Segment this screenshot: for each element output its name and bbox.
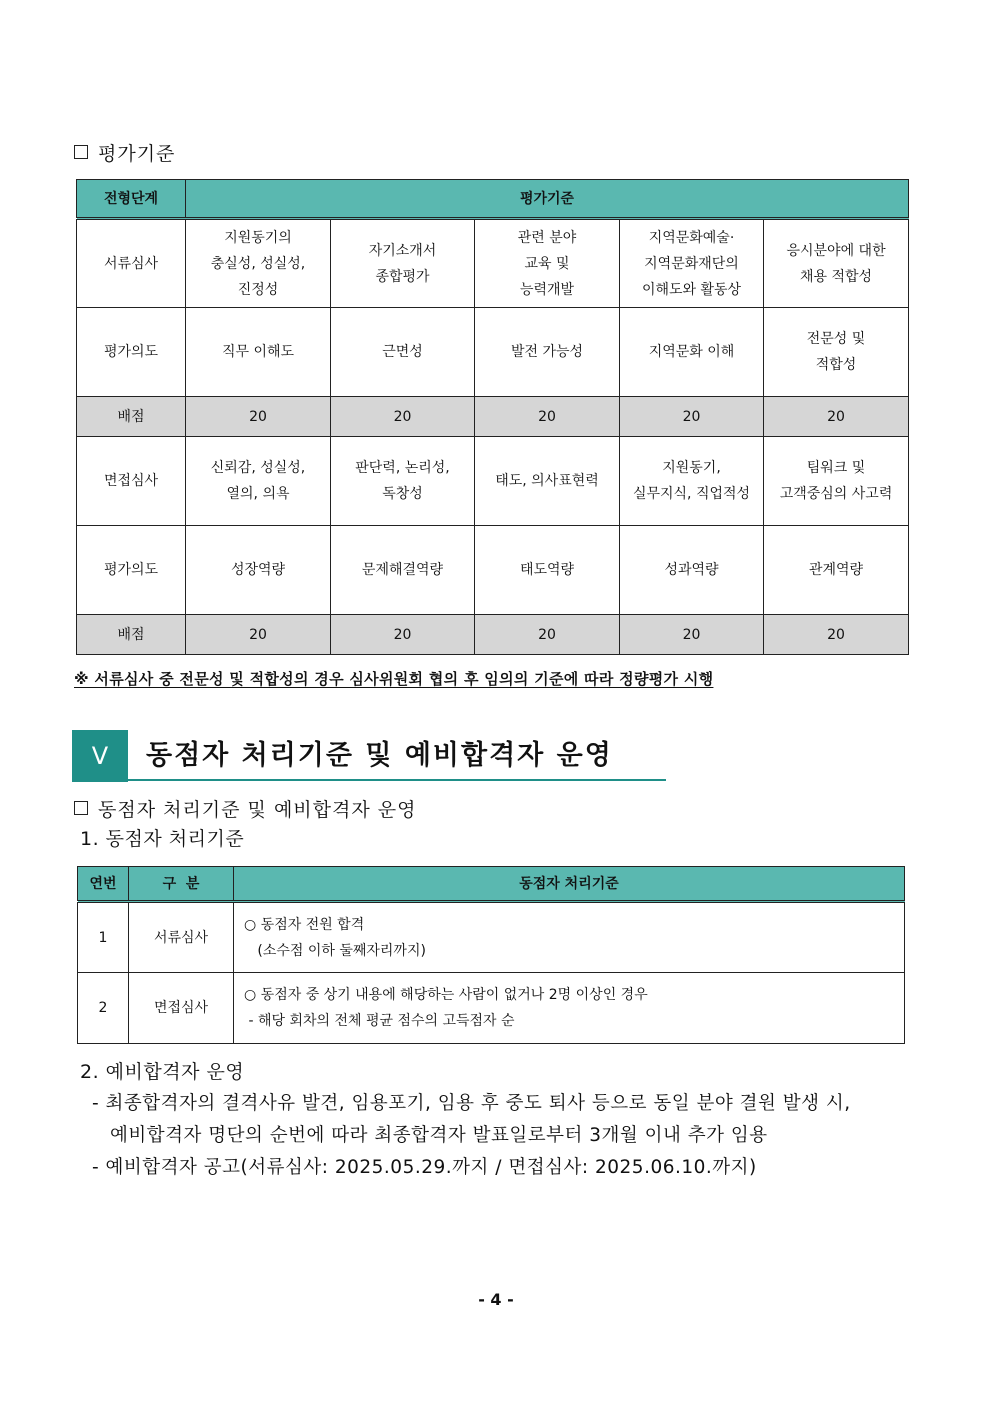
table-cell: 응시분야에 대한 채용 적합성 [764, 219, 909, 308]
table-cell: 태도, 의사표현력 [475, 437, 620, 526]
table-cell: 20 [331, 615, 475, 655]
checkbox-square-icon [74, 801, 88, 815]
checkbox-square-icon [74, 145, 88, 159]
section-number: Ⅴ [72, 730, 128, 782]
table-cell: 20 [764, 615, 909, 655]
table-row [77, 308, 909, 397]
row-label: 평가의도 [77, 308, 186, 397]
row-rule [234, 902, 905, 973]
table-cell: 20 [186, 615, 331, 655]
table-cell: 20 [186, 397, 331, 437]
table-cell: 20 [620, 615, 764, 655]
table-cell: 지원동기, 실무지식, 직업적성 [620, 437, 764, 526]
table-cell: 관계역량 [764, 526, 909, 615]
header-no: 연번 [78, 867, 129, 902]
row-type: 면접심사 [129, 973, 234, 1044]
table-cell: 자기소개서 종합평가 [331, 219, 475, 308]
row-label: 면접심사 [77, 437, 186, 526]
header-stage: 전형단계 [77, 180, 186, 219]
table-cell: 판단력, 논리성, 독창성 [331, 437, 475, 526]
table-cell: 근면성 [331, 308, 475, 397]
row-label: 배점 [77, 397, 186, 437]
table-cell: 직무 이해도 [186, 308, 331, 397]
table-cell: 신뢰감, 성실성, 열의, 의욕 [186, 437, 331, 526]
row-no: 2 [78, 973, 129, 1044]
table-row [77, 397, 909, 437]
tie-rules-table [77, 866, 905, 1044]
rule-line-2: (소수점 이하 둘째자리까지) [244, 942, 426, 959]
rule-line-1: ○ 동점자 전원 합격 [244, 916, 365, 933]
table-cell: 20 [764, 397, 909, 437]
sub-heading-tie-rules [74, 795, 416, 822]
row-no: 1 [78, 902, 129, 973]
table-cell: 20 [475, 397, 620, 437]
row-label: 서류심사 [77, 219, 186, 308]
header-criteria: 평가기준 [186, 180, 909, 219]
table-cell: 20 [475, 615, 620, 655]
section-title: 동점자 처리기준 및 예비합격자 운영 [146, 740, 613, 771]
table-cell: 지역문화 이해 [620, 308, 764, 397]
bullet-1-line-1: - 최종합격자의 결격사유 발견, 임용포기, 임용 후 중도 퇴사 등으로 동일 분야 결원 발생 시, [92, 1093, 851, 1114]
row-rule [234, 973, 905, 1044]
table-cell: 성장역량 [186, 526, 331, 615]
table-row [77, 219, 909, 308]
table-row [77, 615, 909, 655]
table-cell: 20 [331, 397, 475, 437]
table-cell: 태도역량 [475, 526, 620, 615]
header-rule: 동점자 처리기준 [234, 867, 905, 902]
table-cell: 전문성 및 적합성 [764, 308, 909, 397]
table-row [78, 902, 905, 973]
bullet-1-line-2: 예비합격자 명단의 순번에 따라 최종합격자 발표일로부터 3개월 이내 추가 임용 [110, 1125, 768, 1146]
note-text: ※ 서류심사 중 전문성 및 적합성의 경우 심사위원회 협의 후 임의의 기준에 따라 정량평가 시행 [74, 670, 714, 688]
rule-line-1: ○ 동점자 중 상기 내용에 해당하는 사람이 없거나 2명 이상인 경우 [244, 987, 648, 1003]
row-label: 평가의도 [77, 526, 186, 615]
sub-heading-text: 동점자 처리기준 및 예비합격자 운영 [98, 799, 417, 821]
section-heading-text: 평가기준 [98, 143, 176, 165]
table-cell: 관련 분야 교육 및 능력개발 [475, 219, 620, 308]
header-type: 구 분 [129, 867, 234, 902]
section-underline [128, 779, 666, 781]
evaluation-criteria-table [76, 179, 909, 655]
table-cell: 성과역량 [620, 526, 764, 615]
table-cell: 팀워크 및 고객중심의 사고력 [764, 437, 909, 526]
section-v-title-bar [72, 730, 672, 782]
page-number: - 4 - [478, 1290, 514, 1309]
table-row [77, 437, 909, 526]
table-cell: 지역문화예술· 지역문화재단의 이해도와 활동상 [620, 219, 764, 308]
item-2-heading: 2. 예비합격자 운영 [80, 1061, 245, 1083]
table-cell: 문제해결역량 [331, 526, 475, 615]
bullet-2: - 예비합격자 공고(서류심사: 2025.05.29.까지 / 면접심사: 2025.06.10.까지) [92, 1157, 757, 1178]
table-cell: 20 [620, 397, 764, 437]
section-heading-evaluation [74, 139, 175, 166]
row-label: 배점 [77, 615, 186, 655]
table-cell: 발전 가능성 [475, 308, 620, 397]
row-type: 서류심사 [129, 902, 234, 973]
table-cell: 지원동기의 충실성, 성실성, 진정성 [186, 219, 331, 308]
item-1-heading: 1. 동점자 처리기준 [80, 828, 245, 850]
rule-line-2: - 해당 회차의 전체 평균 점수의 고득점자 순 [244, 1013, 515, 1029]
table-row [77, 526, 909, 615]
table-row [78, 973, 905, 1044]
